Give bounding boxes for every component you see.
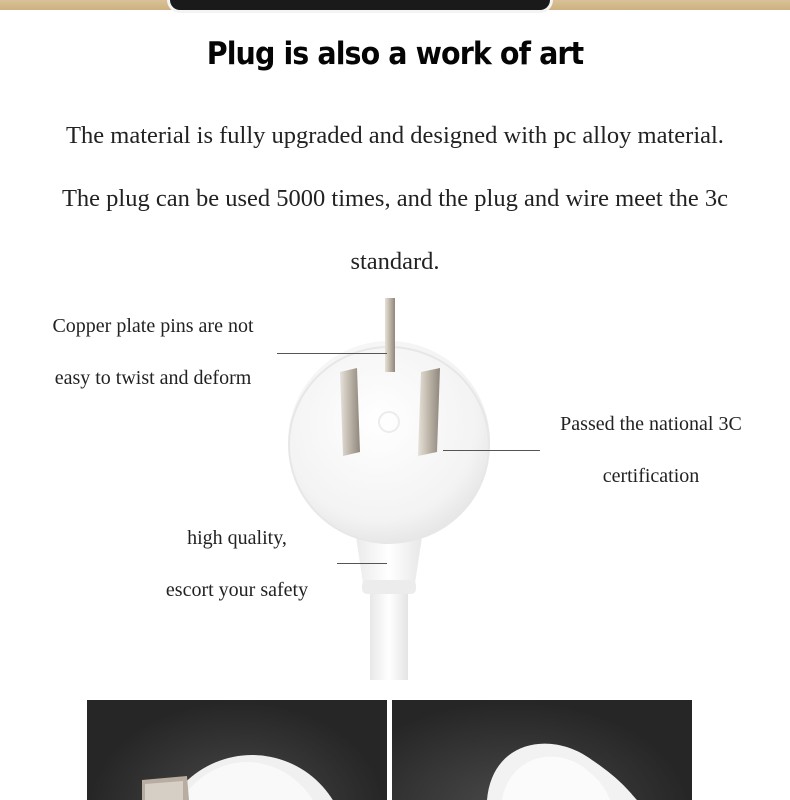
callout-quality-line-2: escort your safety [165, 579, 309, 601]
top-product-strip [0, 0, 790, 10]
callout-certification-leader [443, 450, 540, 451]
description [0, 104, 790, 293]
callout-quality [148, 512, 326, 616]
photo-plug-side-image [392, 700, 692, 800]
callout-quality-line-1: high quality, [187, 527, 287, 549]
photo-plug-pins [87, 700, 387, 800]
photo-plug-pins-image [87, 700, 387, 800]
description-line-1: The material is fully upgraded and designed with pc alloy material. [66, 122, 724, 149]
photo-plug-side [392, 700, 692, 800]
callout-certification-line-1: Passed the national 3C [560, 413, 742, 435]
callout-certification [540, 398, 762, 502]
callout-pins [30, 300, 276, 404]
section-title: Plug is also a work of art [206, 36, 584, 72]
plug-illustration [0, 280, 790, 680]
callout-pins-leader [277, 353, 387, 354]
product-image-edge [170, 0, 550, 10]
callout-certification-line-2: certification [602, 465, 700, 487]
description-line-3: standard. [350, 248, 440, 275]
callout-pins-line-1: Copper plate pins are not [52, 315, 254, 337]
description-line-2: The plug can be used 5000 times, and the plug and wire meet the 3c [61, 185, 729, 212]
callout-quality-leader [337, 563, 387, 564]
callout-pins-line-2: easy to twist and deform [54, 367, 252, 389]
